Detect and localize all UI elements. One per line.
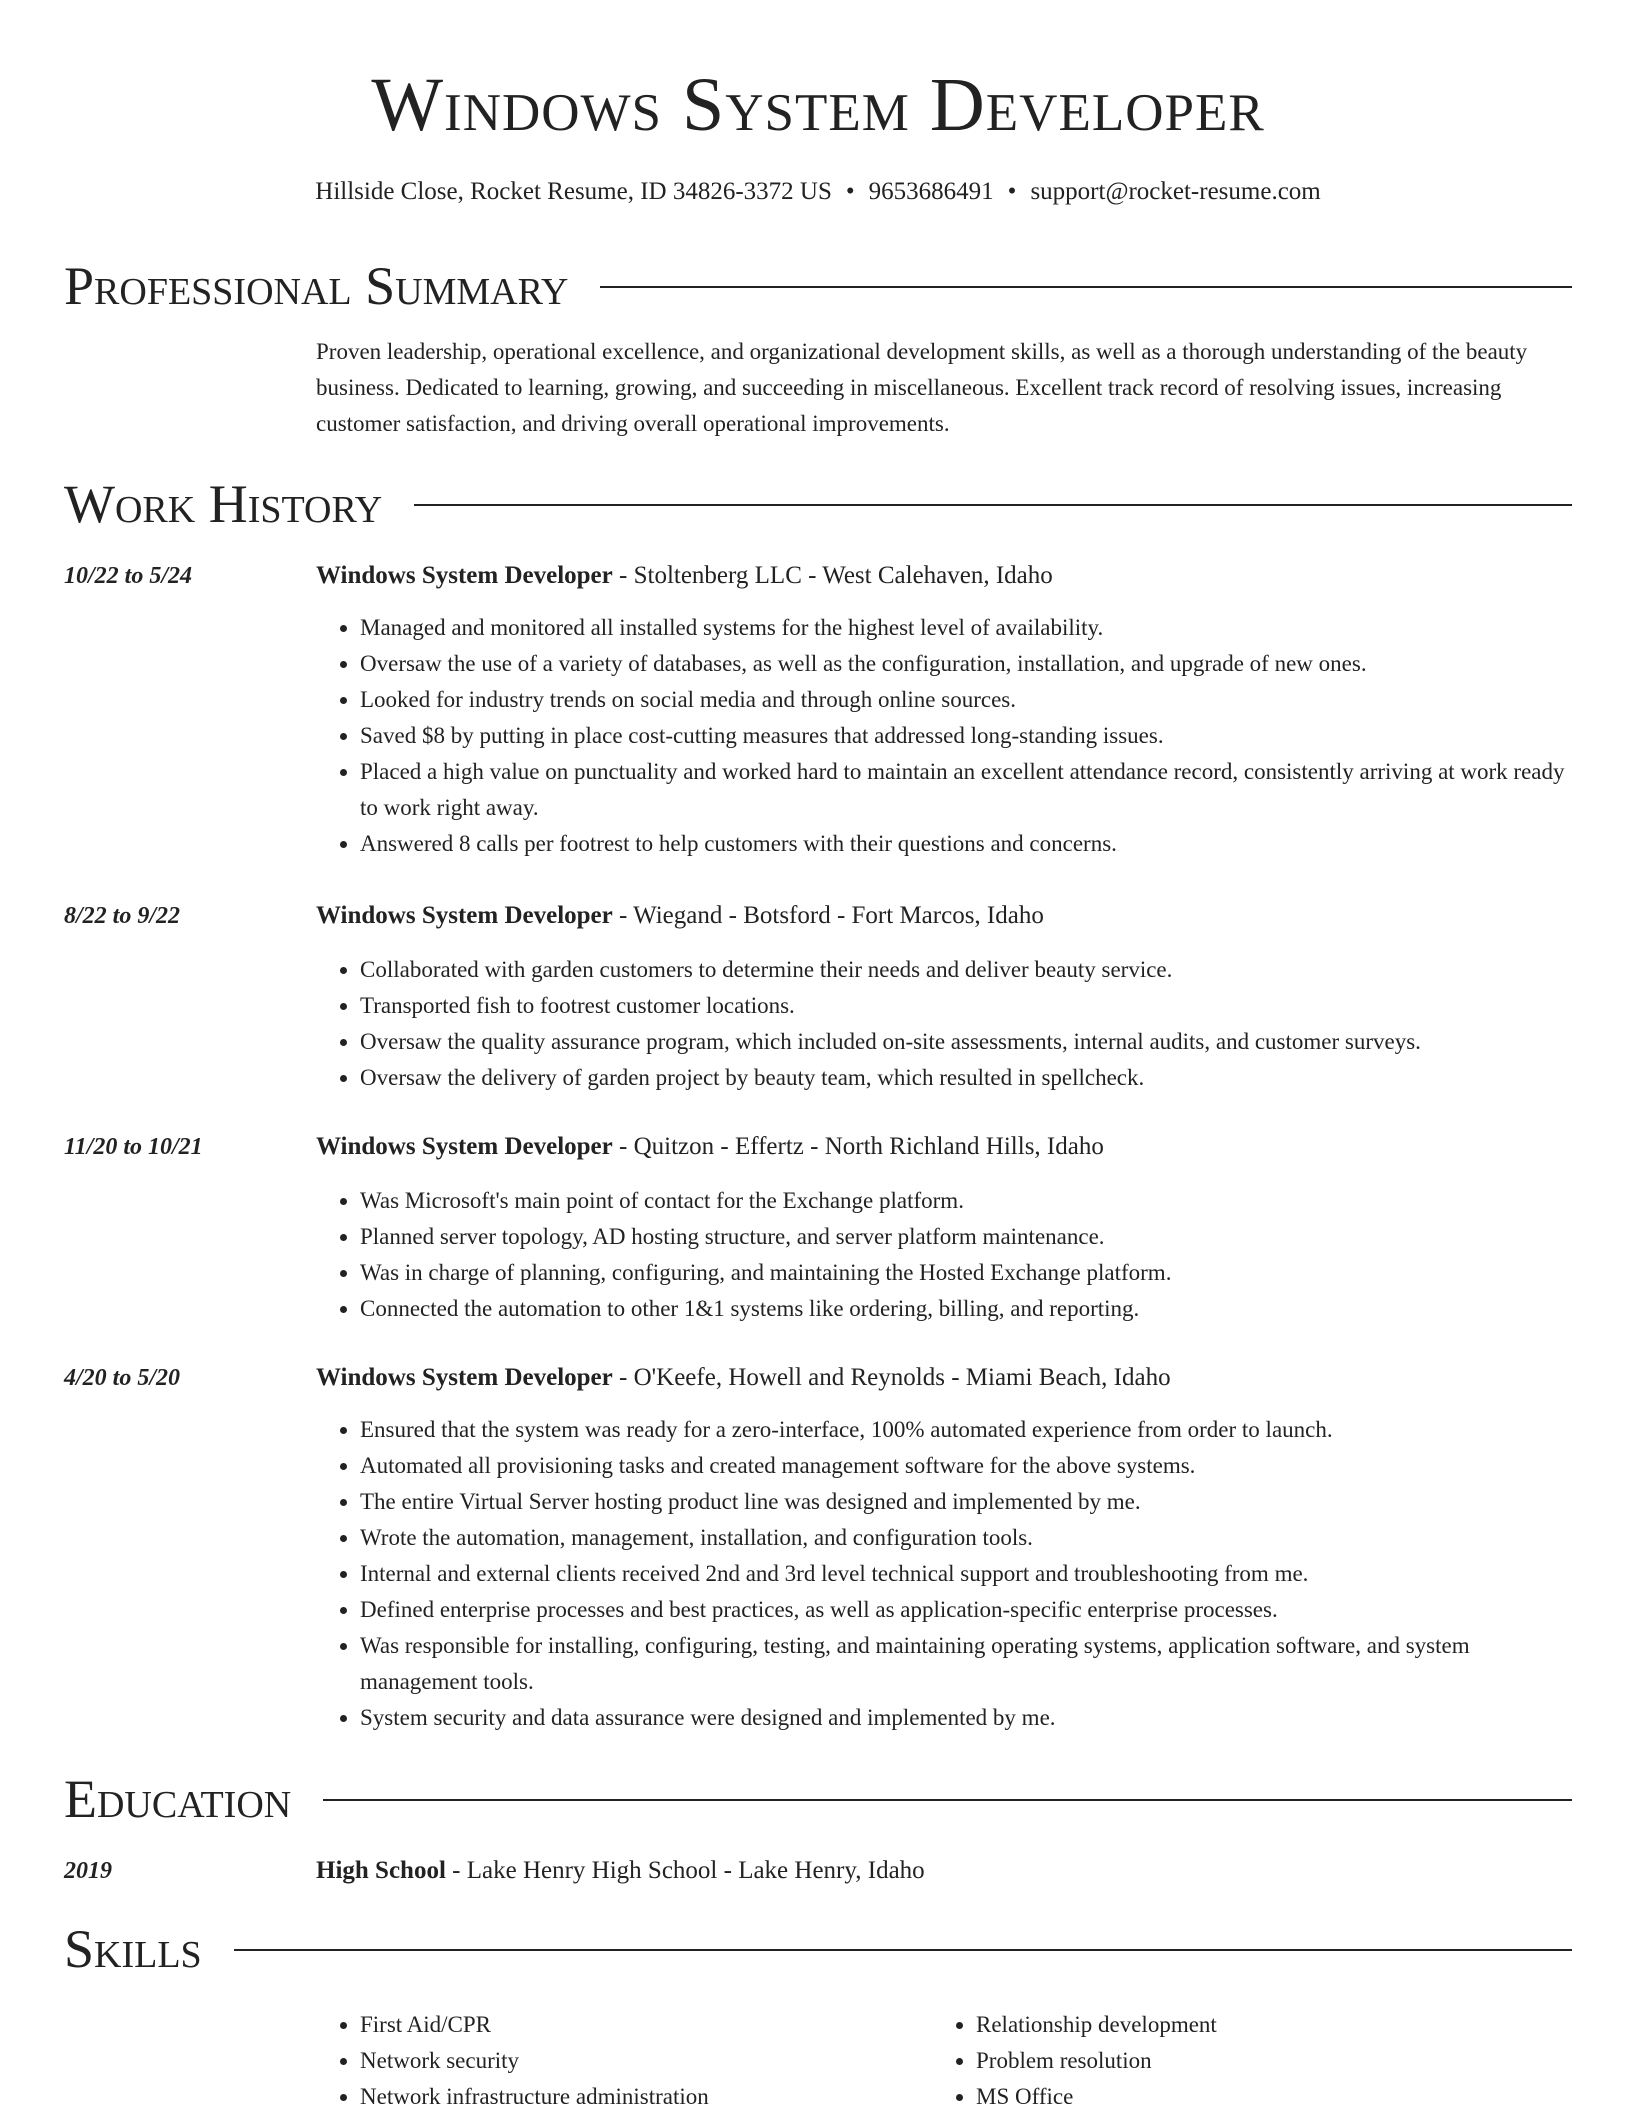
skills-list-left [316,2007,932,2115]
section-divider [600,286,1572,288]
skill-item: • First Aid/CPR [360,2007,932,2043]
section-divider [414,504,1572,506]
job-bullets [316,1412,1572,1736]
list-item: • Managed and monitored all installed systems for the highest level of availability. [360,610,1572,646]
list-item: • Defined enterprise processes and best practices, as well as application-specific enterprise processes. [360,1592,1572,1628]
skills-header [64,1918,1572,1980]
skill-item: • Relationship development [976,2007,1572,2043]
job-dates: 8/22 to 9/22 [64,903,181,929]
contact-line [64,176,1572,208]
list-item: • Transported fish to footrest customer locations. [360,988,1572,1024]
job-role-line [316,560,1572,592]
skill-item: • Network security [360,2043,932,2079]
contact-email[interactable]: support@rocket-resume.com [1030,178,1321,205]
section-divider [323,1799,1572,1801]
list-item: • Planned server topology, AD hosting structure, and server platform maintenance. [360,1219,1572,1255]
list-item: • Was responsible for installing, configuring, testing, and maintaining operating systems, application software, and system management tools. [360,1628,1572,1700]
list-item: • Oversaw the use of a variety of databases, as well as the configuration, installation, and upgrade of new ones. [360,646,1572,682]
work-heading: Work History [64,474,383,534]
skill-item: • Network infrastructure administration [360,2079,932,2115]
skill-item: • Problem resolution [976,2043,1572,2079]
job-bullets [316,610,1572,862]
contact-address: Hillside Close, Rocket Resume, ID 34826-3372 US [315,178,832,205]
education-year: 2019 [64,1858,112,1884]
list-item: • Was Microsoft's main point of contact for the Exchange platform. [360,1183,1572,1219]
work-section [64,473,1572,535]
job-title: Windows System Developer [316,1364,613,1391]
list-item: • Oversaw the delivery of garden project by beauty team, which resulted in spellcheck. [360,1060,1572,1096]
list-item: • Oversaw the quality assurance program, which included on-site assessments, internal audits, and customer surveys. [360,1024,1572,1060]
summary-header [64,255,1572,317]
summary-section [64,255,1572,317]
education-heading: Education [64,1769,292,1829]
list-item: • Automated all provisioning tasks and created management software for the above systems. [360,1448,1572,1484]
list-item: • The entire Virtual Server hosting product line was designed and implemented by me. [360,1484,1572,1520]
job-role-line [316,900,1572,932]
job-bullets [316,1183,1572,1327]
list-item: • Placed a high value on punctuality and worked hard to maintain an excellent attendance record, consistently arriving at work ready to work right away. [360,754,1572,826]
job-dates: 4/20 to 5/20 [64,1365,181,1391]
job-employer: - Stoltenberg LLC - West Calehaven, Idaho [612,562,1053,589]
job-title: Windows System Developer [316,902,613,929]
job-title: Windows System Developer [316,1133,613,1160]
work-header [64,473,1572,535]
list-item: • Looked for industry trends on social media and through online sources. [360,682,1572,718]
job-employer: - O'Keefe, Howell and Reynolds - Miami Beach, Idaho [612,1364,1171,1391]
job-dates: 11/20 to 10/21 [64,1134,203,1160]
education-section [64,1768,1572,1830]
list-item: • System security and data assurance were designed and implemented by me. [360,1700,1572,1736]
education-school: - Lake Henry High School - Lake Henry, Idaho [445,1857,925,1884]
job-dates: 10/22 to 5/24 [64,563,193,589]
skills-section [64,1918,1572,1980]
skill-item: • MS Office [976,2079,1572,2115]
job-role-line [316,1362,1572,1394]
contact-separator: • [845,178,855,205]
skills-list-right [932,2007,1572,2115]
job-title: Windows System Developer [316,562,613,589]
summary-text: Proven leadership, operational excellence, and organizational development skills, as well as a thorough understanding of the beauty business. Dedicated to learning, growing, and succeeding in miscellaneous. Excellent track record of resolving issues, increasing customer satisfaction, and driving overall operational improvements. [316,339,1528,436]
list-item: • Answered 8 calls per footrest to help customers with their questions and concerns. [360,826,1572,862]
list-item: • Collaborated with garden customers to determine their needs and deliver beauty service. [360,952,1572,988]
section-divider [234,1949,1572,1951]
job-role-line [316,1131,1572,1163]
education-header [64,1768,1572,1830]
job-bullets [316,952,1572,1096]
education-line [316,1855,1572,1887]
contact-separator: • [1007,178,1017,205]
skills-heading: Skills [64,1919,202,1979]
list-item: • Was in charge of planning, configuring, and maintaining the Hosted Exchange platform. [360,1255,1572,1291]
job-employer: - Quitzon - Effertz - North Richland Hills, Idaho [612,1133,1104,1160]
job-employer: - Wiegand - Botsford - Fort Marcos, Idaho [612,902,1044,929]
list-item: • Wrote the automation, management, installation, and configuration tools. [360,1520,1572,1556]
education-degree: High School [316,1857,446,1884]
list-item: • Internal and external clients received 2nd and 3rd level technical support and troubleshooting from me. [360,1556,1572,1592]
list-item: • Ensured that the system was ready for a zero-interface, 100% automated experience from order to launch. [360,1412,1572,1448]
summary-heading: Professional Summary [64,256,569,316]
contact-phone: 9653686491 [868,178,994,205]
resume-name: Windows System Developer [371,63,1265,147]
list-item: • Saved $8 by putting in place cost-cutting measures that addressed long-standing issues. [360,718,1572,754]
list-item: • Connected the automation to other 1&1 systems like ordering, billing, and reporting. [360,1291,1572,1327]
